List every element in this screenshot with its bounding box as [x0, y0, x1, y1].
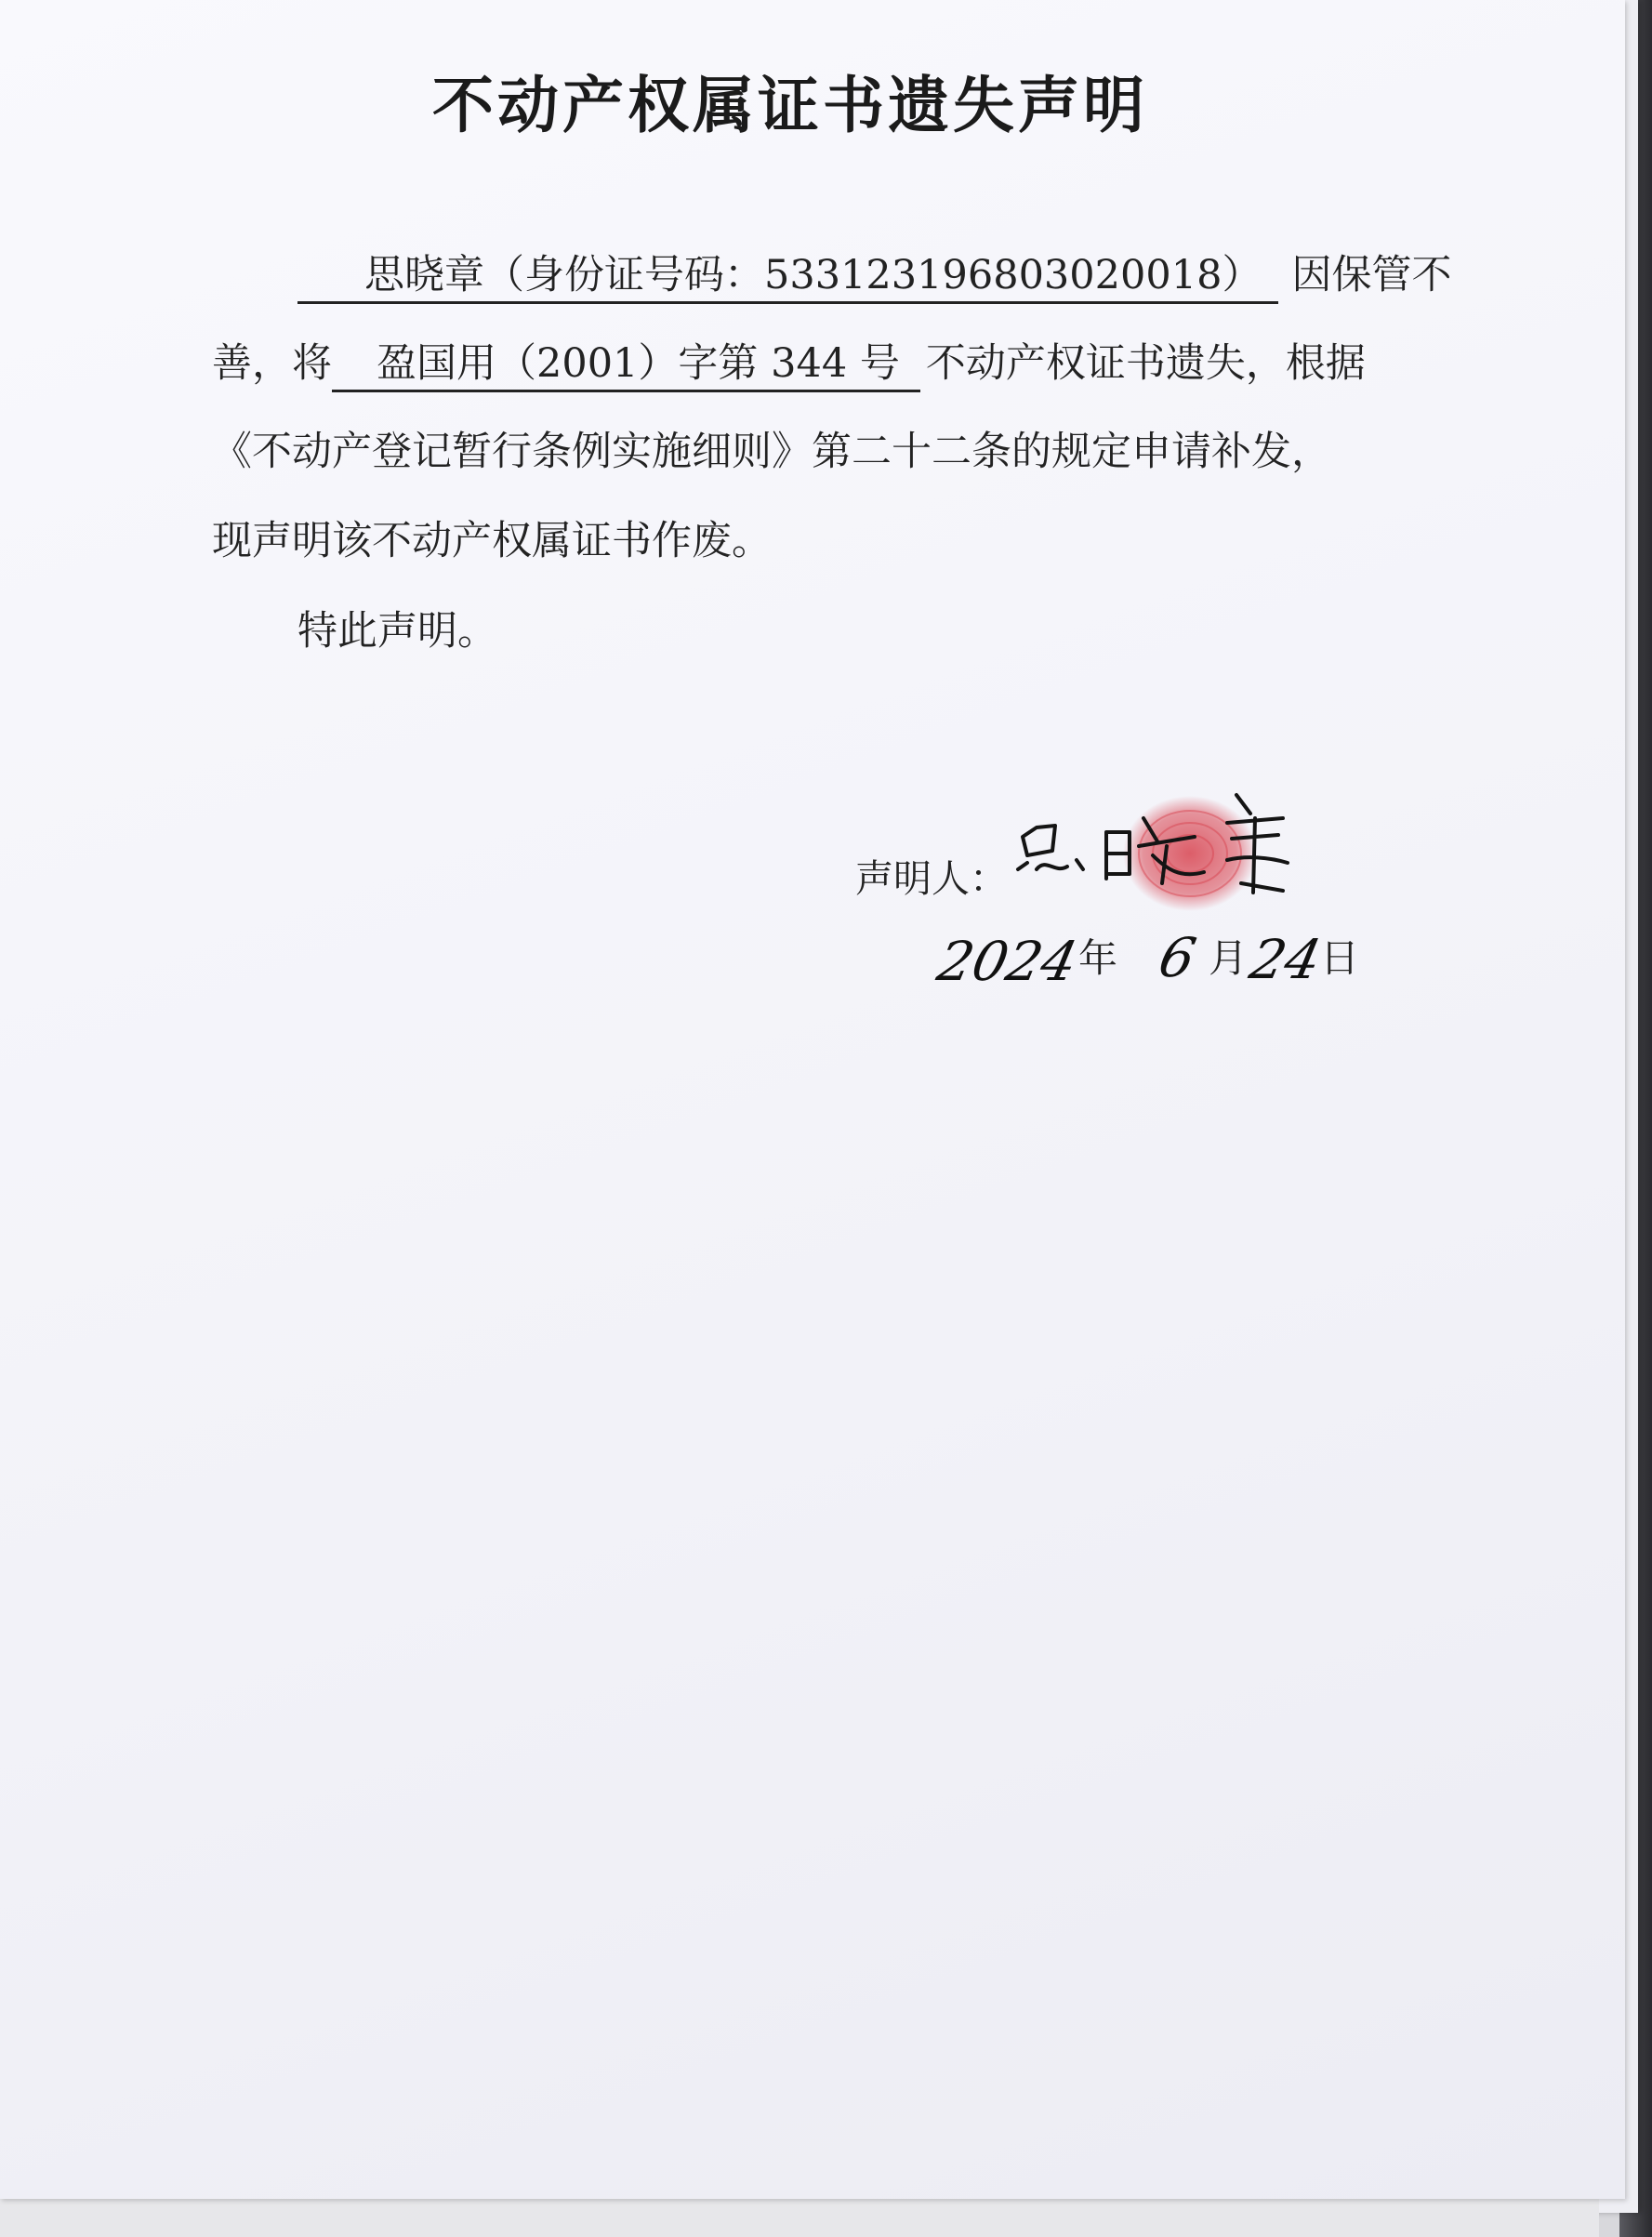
handwritten-signature	[1004, 781, 1311, 920]
certificate-number: 盈国用（2001）字第 344 号	[332, 342, 920, 392]
date-month-unit: 月	[1209, 935, 1249, 981]
signing-date	[932, 920, 1367, 1004]
date-year: 2024	[932, 930, 1083, 993]
body-line-1-tail: 因保管不	[1291, 252, 1452, 298]
body-line-3: 《不动产登记暂行条例实施细则》第二十二条的规定申请补发，	[212, 429, 1331, 475]
declarant-identity: 思晓章（身份证号码：533123196803020018）	[297, 254, 1278, 304]
document-title: 不动产权属证书遗失声明	[432, 70, 1148, 141]
declarant-label: 声明人：	[855, 856, 1008, 901]
date-year-unit: 年	[1078, 935, 1118, 981]
body-line-2-head: 善，将	[212, 340, 332, 387]
date-day-unit: 日	[1320, 935, 1360, 981]
body-line-4: 现声明该不动产权属证书作废。	[212, 518, 772, 564]
body-line-2-tail: 不动产权证书遗失，根据	[925, 340, 1366, 387]
closing-statement: 特此声明。	[297, 608, 497, 655]
fingerprint-mark	[1123, 796, 1257, 911]
date-day: 24	[1244, 928, 1328, 991]
date-month: 6	[1153, 926, 1202, 989]
body-line-2	[212, 332, 1383, 392]
body-line-1	[297, 244, 1469, 304]
